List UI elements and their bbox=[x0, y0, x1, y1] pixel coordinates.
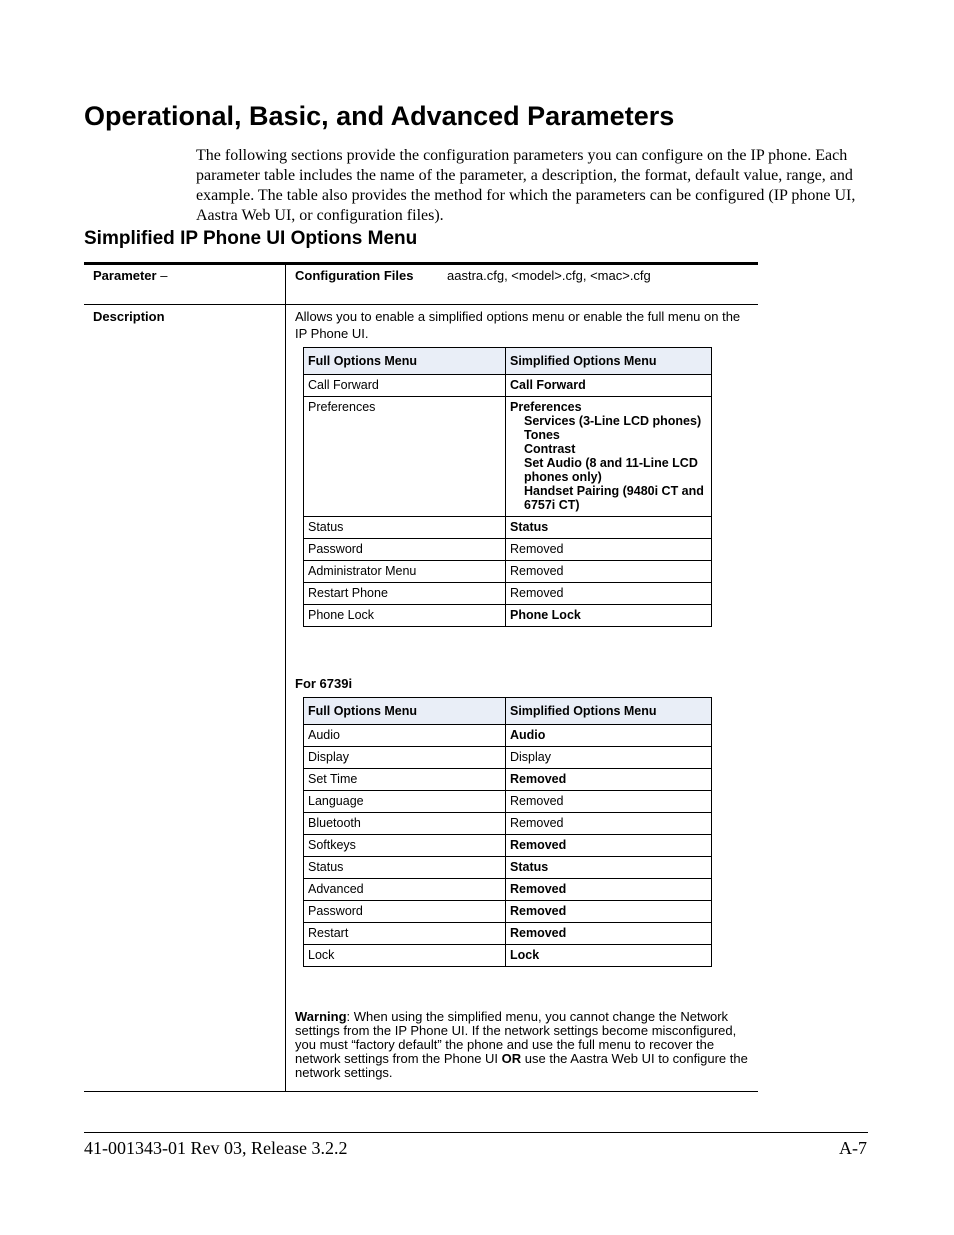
simplified-option-cell bbox=[506, 397, 712, 517]
simplified-option-label: Removed bbox=[510, 926, 567, 940]
full-option-cell: Bluetooth bbox=[304, 813, 506, 835]
simplified-option-label: Audio bbox=[510, 728, 546, 742]
simplified-option-cell bbox=[506, 923, 712, 945]
simplified-option-cell bbox=[506, 539, 712, 561]
simplified-option-label: Removed bbox=[510, 542, 564, 556]
header-simplified-options: Simplified Options Menu bbox=[506, 348, 712, 375]
simplified-sub-item: Tones bbox=[524, 428, 560, 442]
table-row bbox=[304, 583, 712, 605]
page-title: Operational, Basic, and Advanced Parameters bbox=[84, 101, 675, 131]
description-text: Allows you to enable a simplified options menu or enable the full menu on the IP Phone UI. bbox=[295, 309, 741, 341]
table-row bbox=[304, 791, 712, 813]
footer-rule bbox=[84, 1132, 868, 1133]
simplified-option-cell bbox=[506, 517, 712, 539]
table-header-row bbox=[304, 698, 712, 725]
simplified-option-cell bbox=[506, 879, 712, 901]
full-option-cell: Restart bbox=[304, 923, 506, 945]
simplified-option-label: Removed bbox=[510, 794, 564, 808]
full-option-cell: Preferences bbox=[304, 397, 506, 517]
simplified-option-label: Preferences bbox=[510, 400, 582, 414]
simplified-option-label: Removed bbox=[510, 882, 567, 896]
options-menu-table-6739i bbox=[303, 697, 712, 967]
parameter-table bbox=[84, 262, 758, 1092]
full-option-cell: Set Time bbox=[304, 769, 506, 791]
simplified-option-cell bbox=[506, 791, 712, 813]
warning-note: Warning: When using the simplified menu, you cannot change the Network settings from the IP Phone UI. If the network settings become misconfigured, you must “factory default” the phone and use the full menu to recover the network settings from the Phone UI OR use the Aastra Web UI to configure the network settings. bbox=[295, 1009, 748, 1080]
table-row bbox=[304, 835, 712, 857]
table-row bbox=[304, 879, 712, 901]
table-row bbox=[304, 813, 712, 835]
simplified-option-label: Call Forward bbox=[510, 378, 586, 392]
simplified-option-label: Removed bbox=[510, 564, 564, 578]
simplified-option-label: Removed bbox=[510, 904, 567, 918]
table-row bbox=[304, 923, 712, 945]
simplified-option-label: Removed bbox=[510, 772, 567, 786]
table-row bbox=[304, 747, 712, 769]
header-full-options: Full Options Menu bbox=[304, 698, 506, 725]
table-row bbox=[304, 725, 712, 747]
simplified-option-cell bbox=[506, 583, 712, 605]
simplified-option-cell bbox=[506, 561, 712, 583]
table-row bbox=[304, 901, 712, 923]
simplified-option-label: Phone Lock bbox=[510, 608, 581, 622]
simplified-option-label: Removed bbox=[510, 586, 564, 600]
simplified-option-cell bbox=[506, 835, 712, 857]
table-row bbox=[304, 605, 712, 627]
full-option-cell: Password bbox=[304, 901, 506, 923]
simplified-option-label: Display bbox=[510, 750, 551, 764]
full-option-cell: Lock bbox=[304, 945, 506, 967]
header-simplified-options: Simplified Options Menu bbox=[506, 698, 712, 725]
full-option-cell: Restart Phone bbox=[304, 583, 506, 605]
full-option-cell: Administrator Menu bbox=[304, 561, 506, 583]
full-option-cell: Password bbox=[304, 539, 506, 561]
config-files-label: Configuration Files bbox=[295, 268, 414, 283]
table-row bbox=[304, 561, 712, 583]
simplified-option-cell bbox=[506, 747, 712, 769]
table-row bbox=[304, 517, 712, 539]
simplified-option-label: Status bbox=[510, 860, 549, 874]
simplified-option-label: Status bbox=[510, 520, 549, 534]
column-divider bbox=[285, 265, 286, 1092]
parameter-label: Parameter – bbox=[93, 268, 168, 283]
simplified-option-cell bbox=[506, 769, 712, 791]
section-heading: Simplified IP Phone UI Options Menu bbox=[84, 228, 418, 249]
full-option-cell: Audio bbox=[304, 725, 506, 747]
table-row bbox=[304, 397, 712, 517]
simplified-option-cell bbox=[506, 857, 712, 879]
simplified-option-cell bbox=[506, 725, 712, 747]
table-row bbox=[304, 539, 712, 561]
row-divider bbox=[84, 304, 758, 305]
table-row bbox=[304, 857, 712, 879]
simplified-option-cell bbox=[506, 945, 712, 967]
table-row bbox=[304, 375, 712, 397]
full-option-cell: Advanced bbox=[304, 879, 506, 901]
simplified-option-label: Removed bbox=[510, 816, 564, 830]
simplified-sub-item: Handset Pairing (9480i CT and 6757i CT) bbox=[524, 484, 704, 512]
simplified-sub-item: Set Audio (8 and 11-Line LCD phones only) bbox=[524, 456, 698, 484]
simplified-option-cell bbox=[506, 813, 712, 835]
full-option-cell: Language bbox=[304, 791, 506, 813]
full-option-cell: Softkeys bbox=[304, 835, 506, 857]
for-6739i-label: For 6739i bbox=[295, 676, 353, 691]
full-option-cell: Phone Lock bbox=[304, 605, 506, 627]
full-option-cell: Call Forward bbox=[304, 375, 506, 397]
table-row bbox=[304, 769, 712, 791]
full-option-cell: Display bbox=[304, 747, 506, 769]
header-full-options: Full Options Menu bbox=[304, 348, 506, 375]
simplified-option-label: Lock bbox=[510, 948, 540, 962]
simplified-option-cell bbox=[506, 901, 712, 923]
description-label: Description bbox=[93, 309, 165, 324]
simplified-sub-item: Contrast bbox=[524, 442, 576, 456]
footer-document-id: 41-001343-01 Rev 03, Release 3.2.2 bbox=[84, 1138, 348, 1158]
simplified-option-cell bbox=[506, 605, 712, 627]
table-bottom-rule bbox=[84, 1091, 758, 1092]
table-row bbox=[304, 945, 712, 967]
table-header-row bbox=[304, 348, 712, 375]
footer-page-number: A-7 bbox=[839, 1138, 867, 1158]
intro-paragraph: The following sections provide the configuration parameters you can configure on the IP phone. Each parameter table includes the name of the parameter, a description, the format, default value, range, and example. The table also provides the method for which the parameters can be configured (IP phone UI, Aastra Web UI, or configuration files). bbox=[196, 147, 856, 224]
config-files-value: aastra.cfg, <model>.cfg, <mac>.cfg bbox=[447, 268, 651, 283]
simplified-option-label: Removed bbox=[510, 838, 567, 852]
full-option-cell: Status bbox=[304, 857, 506, 879]
simplified-sub-item: Services (3-Line LCD phones) bbox=[524, 414, 702, 428]
full-option-cell: Status bbox=[304, 517, 506, 539]
simplified-option-cell bbox=[506, 375, 712, 397]
options-menu-table bbox=[303, 347, 712, 627]
